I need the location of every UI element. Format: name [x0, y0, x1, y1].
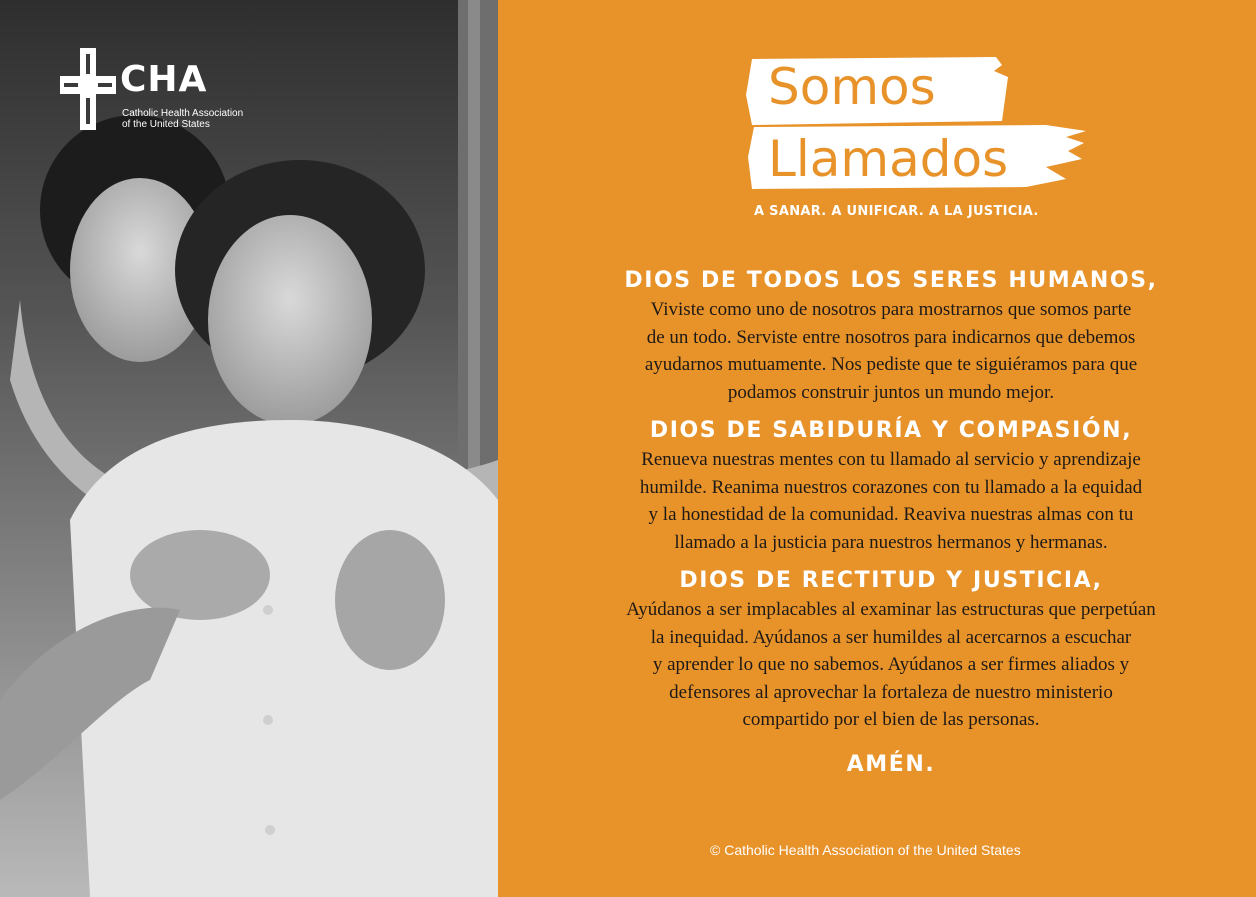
prayer-line: defensores al aprovechar la fortaleza de nuestro ministerio	[669, 681, 1113, 703]
photo-illustration	[0, 0, 498, 897]
prayer-line: compartido por el bien de las personas.	[742, 709, 1040, 730]
prayer-heading-3: DIOS DE RECTITUD Y JUSTICIA,	[679, 568, 1103, 593]
photo-two-women	[0, 0, 498, 897]
brand-title-line2: Llamados	[768, 130, 1009, 188]
cross-icon	[60, 48, 116, 130]
logo-subtitle-line2: of the United States	[122, 119, 210, 130]
logo-wordmark: CHA	[120, 59, 208, 100]
prayer-text	[558, 262, 1224, 777]
prayer-line: Viviste como uno de nosotros para mostrarnos que somos parte	[650, 299, 1132, 320]
prayer-line: de un todo. Serviste entre nosotros para indicarnos que debemos	[646, 326, 1136, 348]
prayer-line: humilde. Reanima nuestros corazones con tu llamado a la equidad	[639, 476, 1143, 498]
prayer-line: y aprender lo que no sabemos. Ayúdanos a ser firmes aliados y	[652, 654, 1130, 675]
somos-llamados-brand	[746, 55, 1088, 195]
prayer-line: podamos construir juntos un mundo mejor.	[727, 381, 1055, 403]
copyright-notice: © Catholic Health Association of the United States	[710, 842, 1021, 858]
prayer-heading-1: DIOS DE TODOS LOS SERES HUMANOS,	[624, 268, 1158, 293]
prayer-line: Renueva nuestras mentes con tu llamado al servicio y aprendizaje	[641, 449, 1141, 470]
prayer-amen: AMÉN.	[846, 751, 936, 777]
prayer-line: Ayúdanos a ser implacables al examinar las estructuras que perpetúan	[626, 599, 1156, 620]
cha-logo	[60, 48, 250, 134]
prayer-heading-2: DIOS DE SABIDURÍA Y COMPASIÓN,	[649, 418, 1133, 443]
logo-subtitle-line1: Catholic Health Association	[122, 108, 244, 119]
logo-subtitle	[122, 108, 262, 130]
prayer-paragraph-3	[558, 596, 1224, 734]
prayer-paragraph-1	[558, 296, 1224, 406]
brand-title-line1: Somos	[768, 58, 936, 116]
prayer-paragraph-2	[558, 446, 1224, 556]
prayer-panel	[498, 0, 1256, 897]
prayer-line: la inequidad. Ayúdanos a ser humildes al acercarnos a escuchar	[650, 626, 1132, 648]
prayer-line: y la honestidad de la comunidad. Reaviva nuestras almas con tu	[648, 504, 1134, 525]
prayer-line: llamado a la justicia para nuestros hermanos y hermanas.	[674, 531, 1108, 553]
prayer-line: ayudarnos mutuamente. Nos pediste que te siguiéramos para que	[644, 354, 1138, 375]
brand-tagline: A SANAR. A UNIFICAR. A LA JUSTICIA.	[754, 204, 1039, 219]
